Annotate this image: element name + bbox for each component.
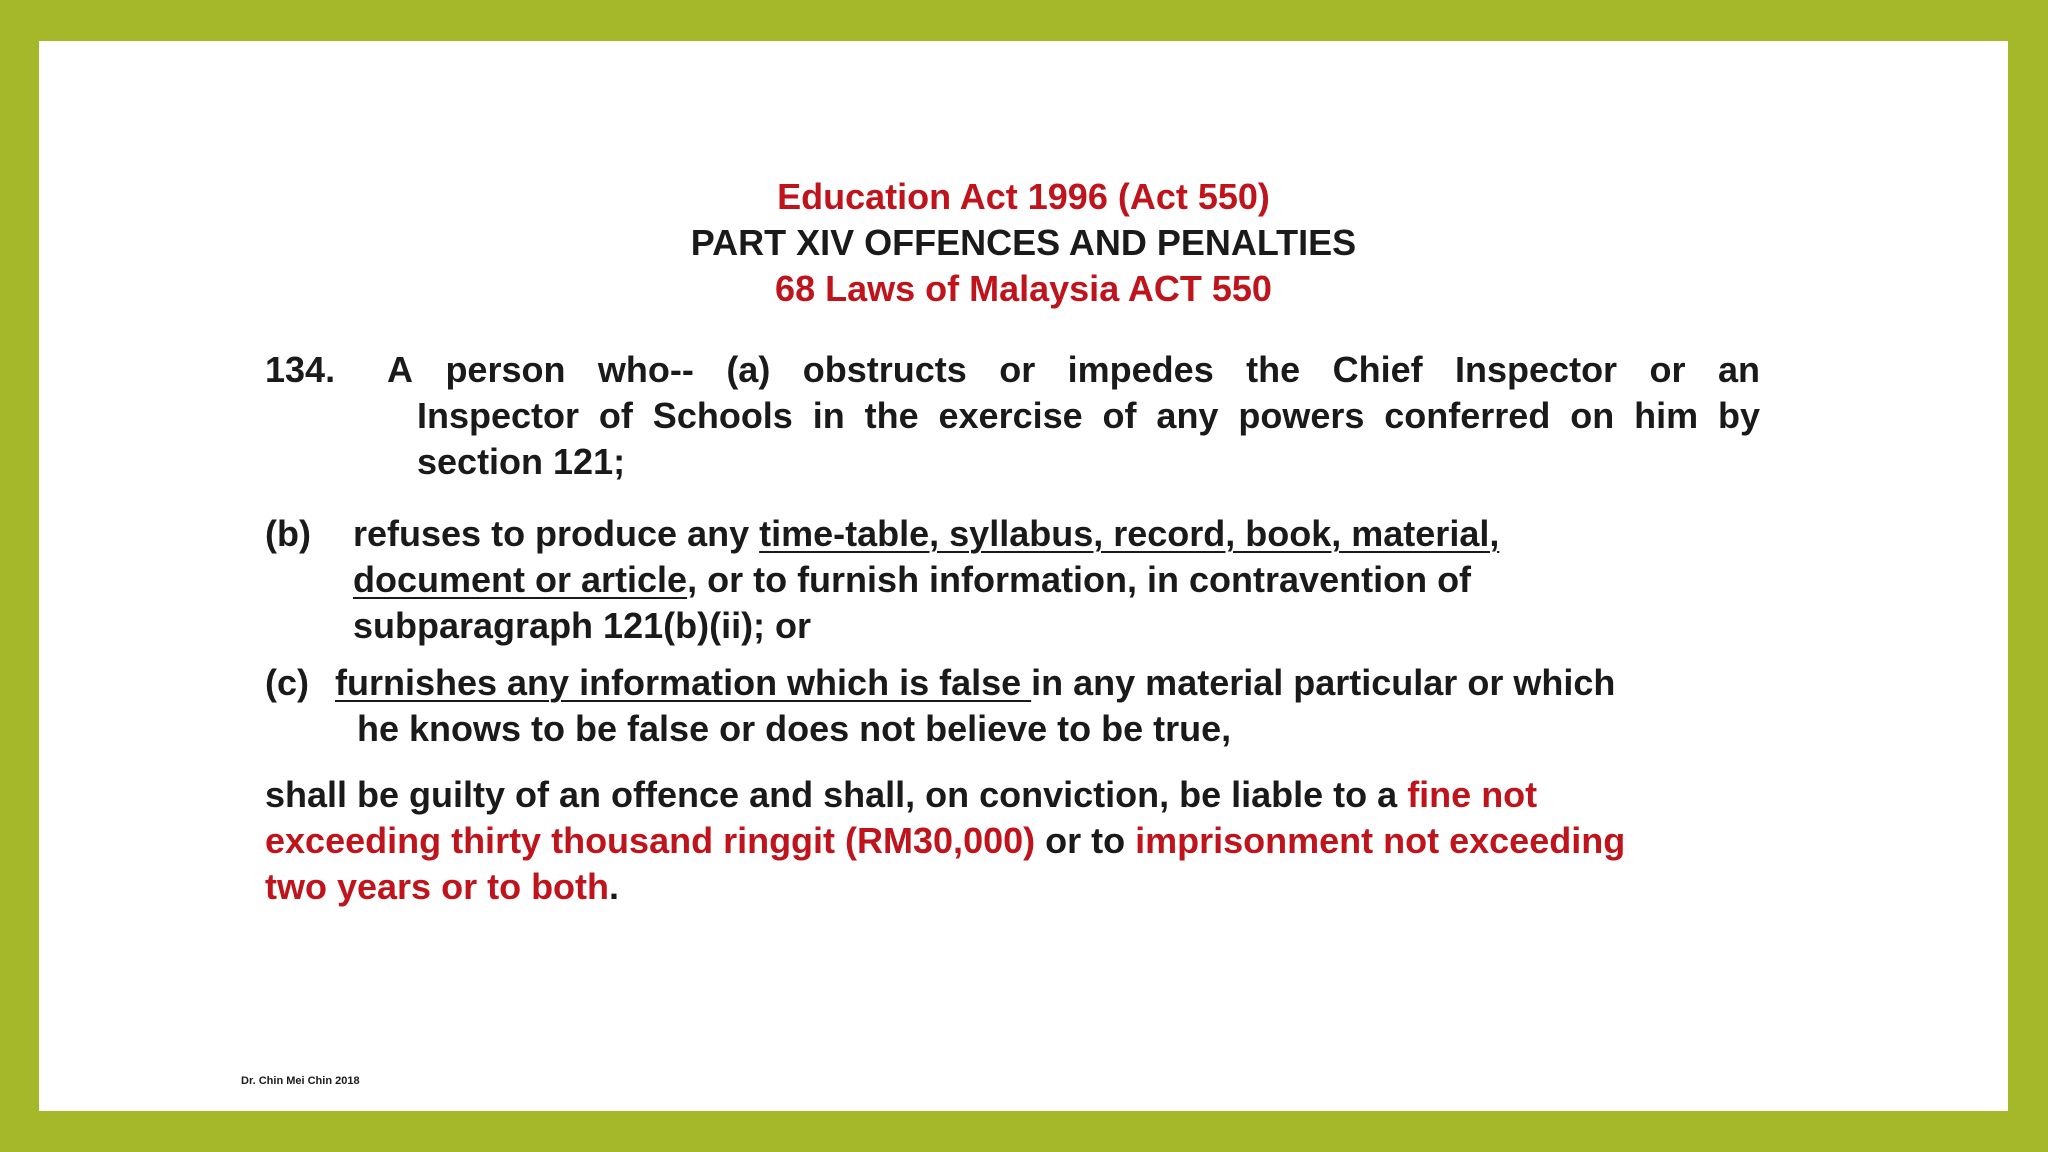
penalty-fine-amount: exceeding thirty thousand ringgit (RM30,000) <box>265 820 1036 861</box>
footer-credit: Dr. Chin Mei Chin 2018 <box>241 1075 360 1087</box>
intro-word: who-- <box>597 349 694 390</box>
intro-word: an <box>1717 349 1760 390</box>
clause-b-text-2: , or to furnish information, in contravention of <box>687 559 1472 600</box>
clause-c-text: in any material particular or which <box>1031 662 1616 703</box>
penalty-text: shall be guilty of an offence and shall, on conviction, be liable to a <box>265 774 1408 815</box>
clause-b-line-1 <box>353 511 1499 557</box>
intro-word: (a) <box>726 349 771 390</box>
penalty-fine-highlight: fine not <box>1407 774 1538 815</box>
clause-b-underlined-items: time-table, syllabus, record, book, material, <box>759 513 1500 554</box>
part-title: PART XIV OFFENCES AND PENALTIES <box>690 222 1357 263</box>
intro-word: A <box>387 349 413 390</box>
intro-word: person <box>445 349 566 390</box>
section-number: 134. <box>265 349 336 390</box>
clause-c-label: (c) <box>265 662 309 703</box>
intro-word: Inspector <box>1455 349 1618 390</box>
clause-c-line-1 <box>335 660 1615 706</box>
intro-word: the <box>1246 349 1301 390</box>
clause-b-underlined-document: document or article <box>353 559 688 600</box>
penalty-period: . <box>609 866 620 907</box>
clause-b-text: refuses to produce any <box>353 513 760 554</box>
intro-word: Chief <box>1332 349 1423 390</box>
clause-c-underlined-false-info: furnishes any information which is false <box>335 662 1032 703</box>
intro-word: or <box>999 349 1036 390</box>
section-intro-line <box>387 347 1760 393</box>
penalty-or-to: or to <box>1035 820 1136 861</box>
clause-c-line-2: he knows to be false or does not believe to be true, <box>357 708 1232 749</box>
laws-title: 68 Laws of Malaysia ACT 550 <box>775 268 1272 309</box>
clause-b-line-3: subparagraph 121(b)(ii); or <box>353 605 812 646</box>
clause-a-line-3: section 121; <box>417 441 626 482</box>
intro-word: impedes <box>1067 349 1214 390</box>
clause-b-label: (b) <box>265 513 311 554</box>
intro-word: or <box>1649 349 1686 390</box>
penalty-imprisonment: imprisonment not exceeding <box>1135 820 1626 861</box>
penalty-line-3 <box>265 864 619 910</box>
slide-canvas <box>39 41 2008 1111</box>
clause-a-line-2: Inspector of Schools in the exercise of any powers conferred on him by <box>417 395 1760 436</box>
penalty-duration: two years or to both <box>265 866 610 907</box>
clause-b-line-2 <box>353 557 1471 603</box>
intro-word: obstructs <box>802 349 967 390</box>
penalty-line-2 <box>265 818 1625 864</box>
penalty-line-1 <box>265 772 1537 818</box>
act-title: Education Act 1996 (Act 550) <box>777 176 1270 217</box>
